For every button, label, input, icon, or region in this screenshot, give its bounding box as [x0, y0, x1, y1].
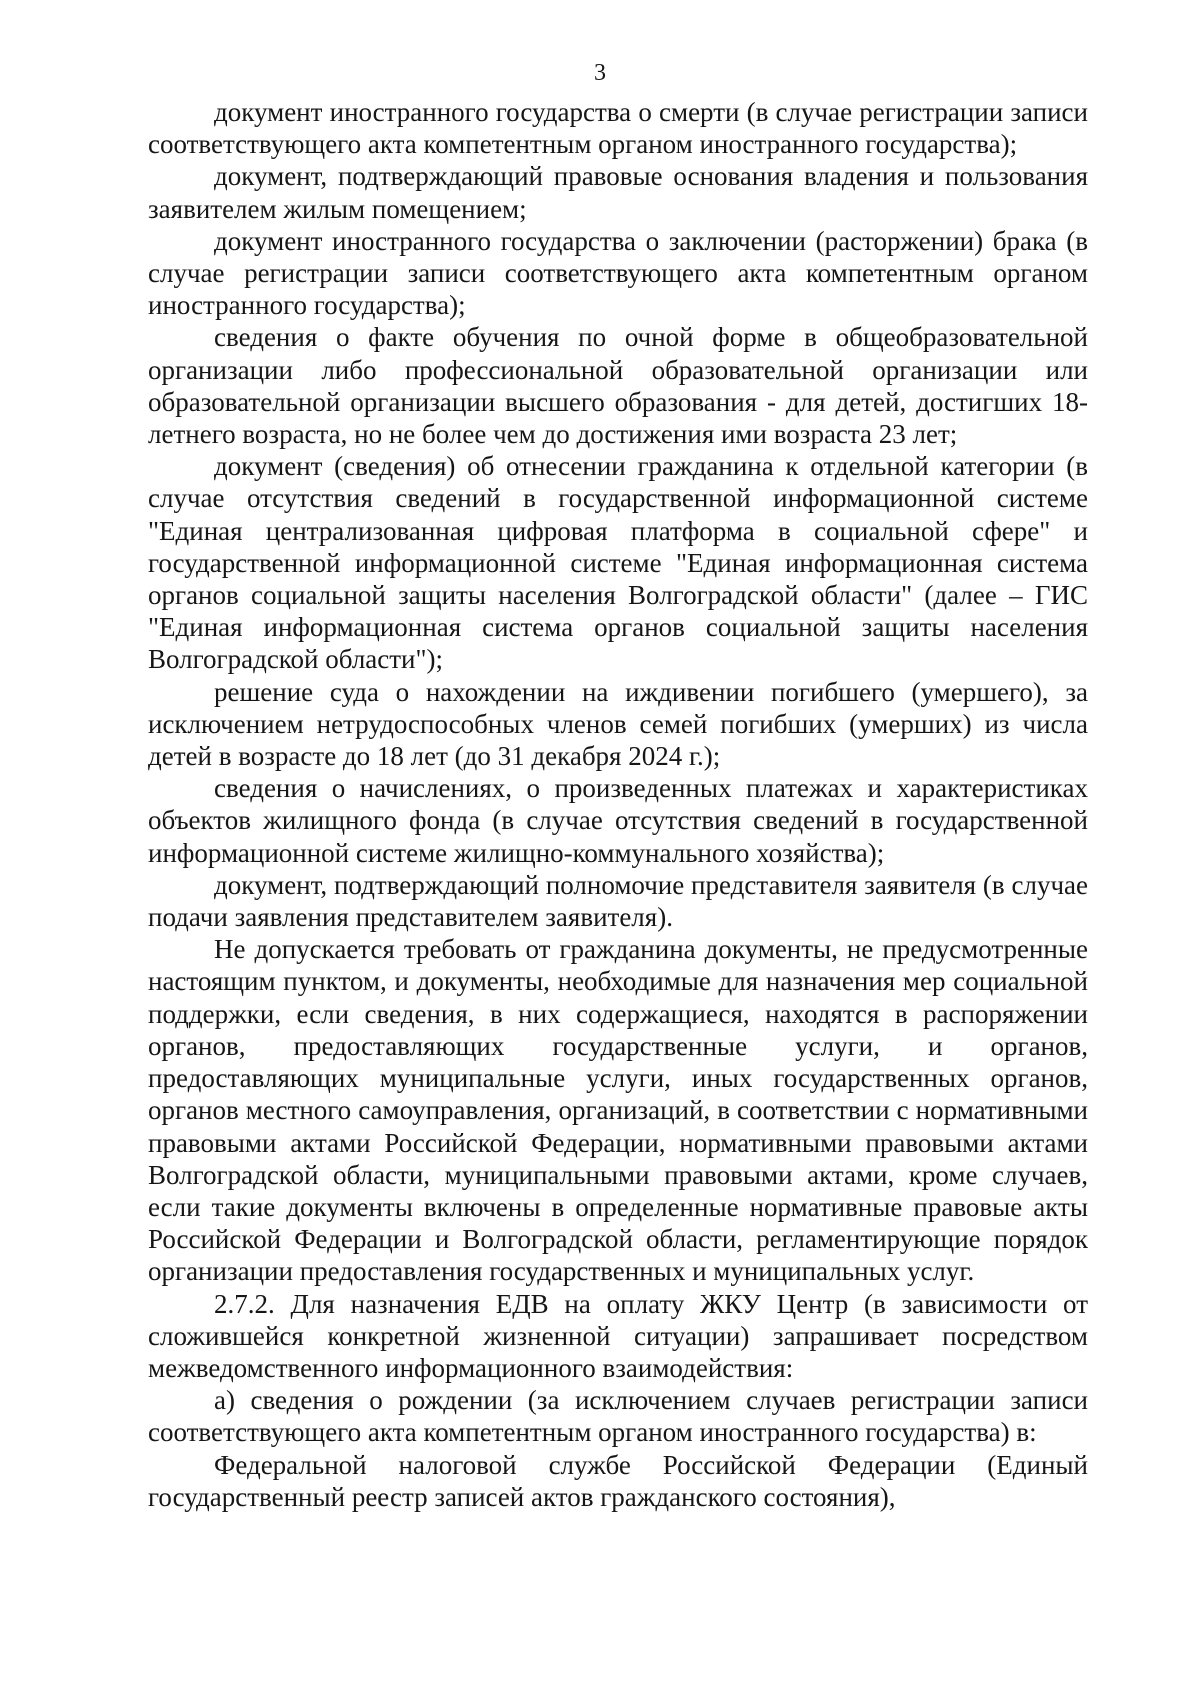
paragraph-section-2-7-2: 2.7.2. Для назначения ЕДВ на оплату ЖКУ Центр (в зависимости от сложившейся конкретной жизненной ситуации) запрашивает посредством межведомственного информационного взаимодействия: — [148, 1288, 1088, 1383]
paragraph-payments-info: сведения о начислениях, о произведенных платежах и характеристиках объектов жилищного фонда (в случае отсутствия сведений в государственной информационной системе жилищно-коммунального хозяйства); — [148, 773, 1088, 868]
paragraph-court-decision: решение суда о нахождении на иждивении погибшего (умершего), за исключением нетрудоспособных членов семей погибших (умерших) из числа детей в возрасте до 18 лет (до 31 декабря 2024 г.); — [148, 676, 1088, 772]
paragraph-education-info: сведения о факте обучения по очной форме в общеобразовательной организации либо профессиональной образовательной организации или образовательной организации высшего образования - для детей, достигших 18-летнего возраста, но не более чем до достижения ими возраста 23 лет; — [148, 322, 1088, 450]
page-number: 3 — [594, 60, 606, 86]
paragraph-category-info: документ (сведения) об отнесении гражданина к отдельной категории (в случае отсутствия сведений в государственной информационной системе "Единая централизованная цифровая платформа в социальной сфере" и государственной информационной системе "Единая информационная система органов социальной защиты населения Волгоградской области" (далее – ГИС "Единая информационная система органов социальной защиты населения Волгоградской области"); — [148, 451, 1088, 675]
paragraph-tax-service: Федеральной налоговой службе Российской Федерации (Единый государственный реестр записей актов гражданского состояния), — [148, 1449, 1088, 1512]
paragraph-marriage-document: документ иностранного государства о заключении (расторжении) брака (в случае регистрации записи соответствующего акта компетентным органом иностранного государства); — [148, 225, 1088, 321]
paragraph-death-document: документ иностранного государства о смерти (в случае регистрации записи соответствующего акта компетентным органом иностранного государства); — [148, 97, 1088, 160]
paragraph-item-a-birth-info: а) сведения о рождении (за исключением случаев регистрации записи соответствующего акта компетентным органом иностранного государства) в: — [148, 1385, 1088, 1448]
paragraph-prohibition: Не допускается требовать от гражданина документы, не предусмотренные настоящим пунктом, и документы, необходимые для назначения мер социальной поддержки, если сведения, в них содержащиеся, находятся в распоряжении органов, предоставляющих государственные услуги, и органов, предоставляющих муниципальные услуги, иных государственных органов, органов местного самоуправления, организаций, в соответствии с нормативными правовыми актами Российской Федерации, нормативными правовыми актами Волгоградской области, муниципальными правовыми актами, кроме случаев, если такие документы включены в определенные нормативные правовые акты Российской Федерации и Волгоградской области, регламентирующие порядок организации предоставления государственных и муниципальных услуг. — [148, 934, 1088, 1287]
document-body — [148, 96, 1088, 1513]
paragraph-housing-rights-document: документ, подтверждающий правовые основания владения и пользования заявителем жилым помещением; — [148, 161, 1088, 224]
paragraph-representative-document: документ, подтверждающий полномочие представителя заявителя (в случае подачи заявления представителем заявителя). — [148, 869, 1088, 933]
